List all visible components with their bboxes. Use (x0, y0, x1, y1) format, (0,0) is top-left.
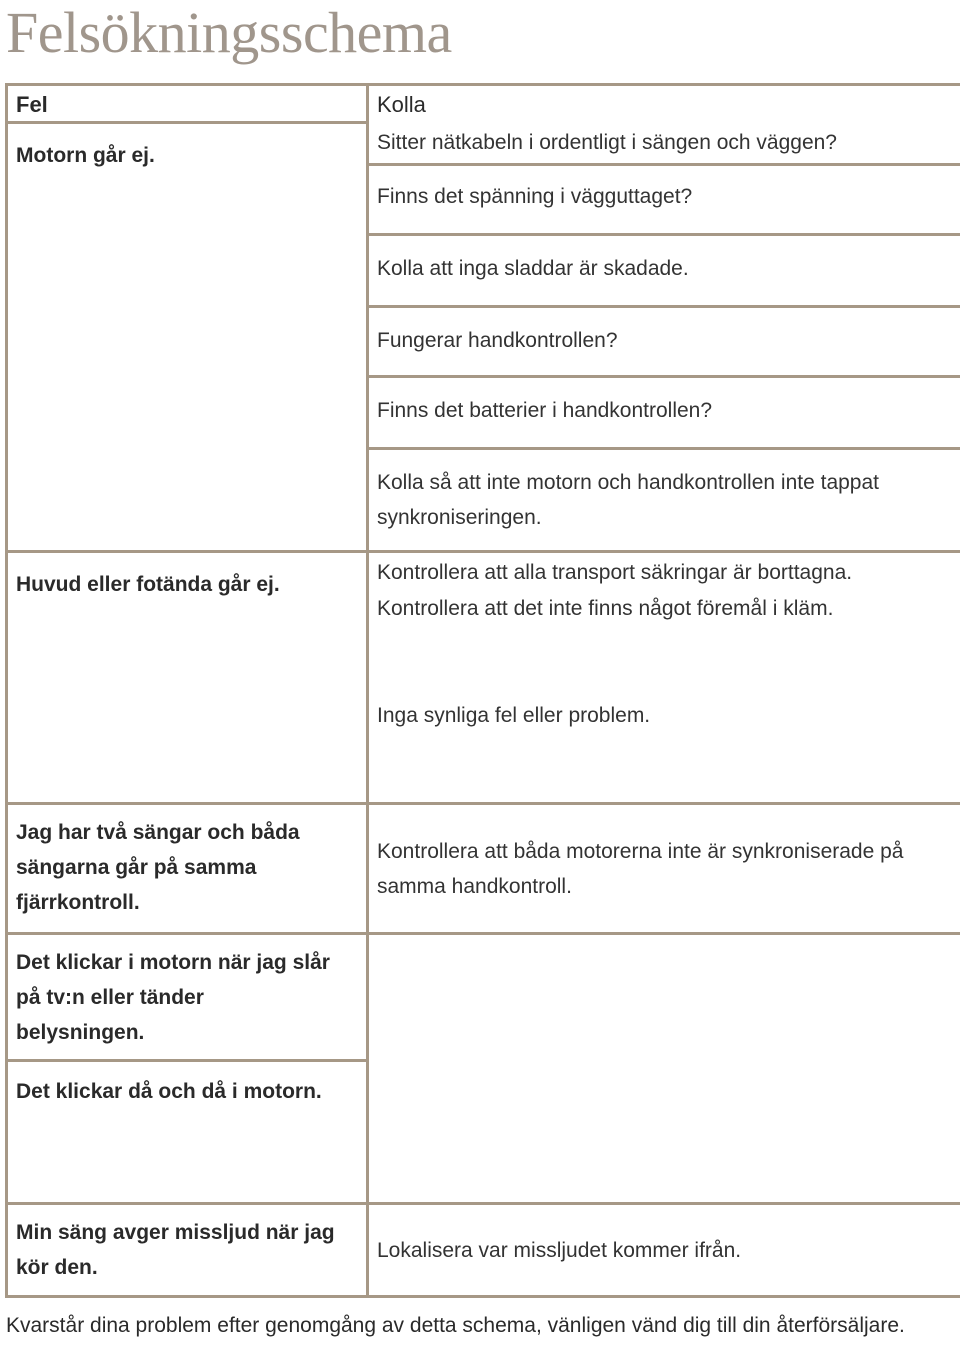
row-divider (5, 802, 960, 805)
row-divider (5, 1202, 960, 1205)
page-title: Felsökningsschema (6, 0, 452, 65)
check-item: Finns det spänning i vägguttaget? (377, 185, 693, 208)
fault-noise: Min säng avger missljud när jag kör den. (16, 1221, 335, 1279)
troubleshooting-table (5, 83, 960, 1298)
check-item: Fungerar handkontrollen? (377, 329, 618, 352)
table-border-left (5, 83, 8, 1298)
footer-note: Kvarstår dina problem efter genomgång av detta schema, vänligen vänd dig till din återförsäljare. (6, 1314, 905, 1337)
check-item: Kontrollera att båda motorerna inte är synkroniserade på samma handkontroll. (377, 840, 904, 898)
check-item: Inga synliga fel eller problem. (377, 704, 651, 727)
check-item: Finns det batterier i handkontrollen? (377, 399, 713, 422)
header-fault: Fel (16, 92, 48, 117)
check-item: Kontrollera att det inte finns något föremål i kläm. (377, 597, 834, 620)
fault-motor: Motorn går ej. (16, 144, 155, 167)
check-item: Kolla att inga sladdar är skadade. (377, 257, 689, 280)
header-divider (5, 121, 367, 124)
check-item: Sitter nätkabeln i ordentligt i sängen och väggen? (377, 131, 837, 154)
table-border-bottom (5, 1295, 960, 1298)
check-item: Kolla så att inte motorn och handkontrollen inte tappat synkroniseringen. (377, 471, 879, 529)
check-divider (367, 233, 960, 236)
check-item: Kontrollera att alla transport säkringar är borttagna. (377, 561, 853, 584)
fault-click-occasional: Det klickar då och då i motorn. (16, 1080, 322, 1103)
header-check: Kolla (377, 92, 426, 117)
check-divider (367, 447, 960, 450)
column-divider (366, 83, 369, 1298)
row-divider (5, 932, 960, 935)
fault-head-foot: Huvud eller fotända går ej. (16, 573, 280, 596)
row-divider (5, 1059, 367, 1062)
check-divider (367, 163, 960, 166)
table-border-top (5, 83, 960, 86)
check-divider (367, 375, 960, 378)
fault-two-beds: Jag har två sängar och båda sängarna går på samma fjärrkontroll. (16, 821, 300, 914)
check-divider (367, 305, 960, 308)
row-divider (5, 550, 960, 553)
fault-click-tv: Det klickar i motorn när jag slår på tv:n eller tänder belysningen. (16, 951, 330, 1044)
check-item: Lokalisera var missljudet kommer ifrån. (377, 1239, 742, 1262)
